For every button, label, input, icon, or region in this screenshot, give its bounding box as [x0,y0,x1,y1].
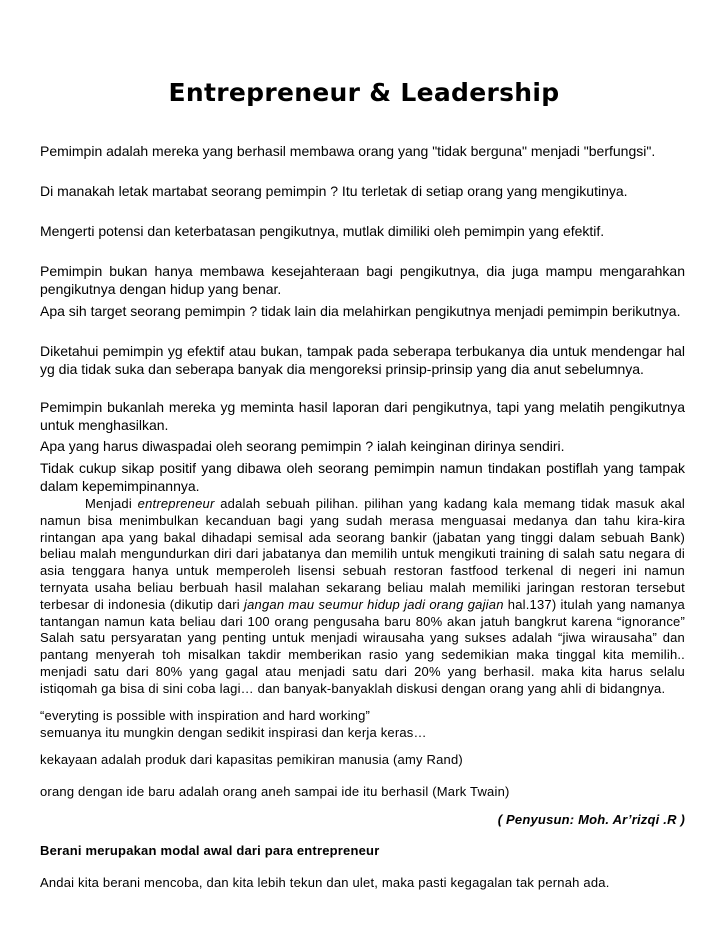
story-text-1: Menjadi [85,496,138,511]
quote-english: “everyting is possible with inspiration and hard working” [40,708,371,723]
closing-paragraph: Andai kita berani mencoba, dan kita lebih tekun dan ulet, maka pasti kegagalan tak pernah ada. [40,875,610,890]
story-paragraph [40,496,685,698]
quote-indonesian: semuanya itu mungkin dengan sedikit inspirasi dan kerja keras… [40,725,427,740]
paragraph-6: Diketahui pemimpin yg efektif atau bukan, tampak pada seberapa terbukanya dia untuk mendengar hal yg dia tidak suka dan seberapa banyak dia mengoreksi prinsip-prinsip yang dia anut sebelumnya. [40,343,685,377]
story-text-2: adalah sebuah pilihan. pilihan yang kadang kala memang tidak masuk akal namun bisa menimbulkan kecanduan bagi yang sudah merasa menguasai medanya dan tahu kira-kira rintangan apa yang bakal dihadapi semisal ada seorang bankir (jabatan yang tinggi dalam sebuah Bank) beliau malah mengundurkan diri dari jabatanya dan memilih untuk mengikuti training di salah satu negara di asia tenggara hanya untuk memperoleh lisensi sebuah restoran fastfood terkenal di negeri ini namun ternyata usaha beliau berbuah hasil malahan sekarang beliau malah memiliki jaringan restoran tersebut terbesar di indonesia (dikutip dari [40,496,685,612]
story-italic-2: jangan mau seumur hidup jadi orang gajian [244,596,504,612]
paragraph-9: Tidak cukup sikap positif yang dibawa oleh seorang pemimpin namun tindakan postiflah yang tampak dalam kepemimpinannya. [40,460,685,494]
paragraph-4: Pemimpin bukan hanya membawa kesejahteraan bagi pengikutnya, dia juga mampu mengarahkan pengikutnya dengan hidup yang benar. [40,263,685,297]
paragraph-7: Pemimpin bukanlah mereka yg meminta hasil laporan dari pengikutnya, tapi yang melatih pengikutnya untuk menghasilkan. [40,399,685,433]
author-credit: ( Penyusun: Moh. Ar’rizqi .R ) [497,812,685,827]
story-italic-1: entrepreneur [137,496,215,511]
paragraph-1: Pemimpin adalah mereka yang berhasil membawa orang yang "tidak berguna" menjadi "berfungsi". [40,143,656,159]
paragraph-5: Apa sih target seorang pemimpin ? tidak lain dia melahirkan pengikutnya menjadi pemimpin berikutnya. [40,303,681,319]
paragraph-8: Apa yang harus diwaspadai oleh seorang pemimpin ? ialah keinginan dirinya sendiri. [40,438,565,454]
paragraph-3: Mengerti potensi dan keterbatasan pengikutnya, mutlak dimiliki oleh pemimpin yang efektif. [40,223,605,239]
paragraph-2: Di manakah letak martabat seorang pemimpin ? Itu terletak di setiap orang yang mengikutinya. [40,183,628,199]
page-title: Entrepreneur & Leadership [168,78,560,107]
section-heading: Berani merupakan modal awal dari para entrepreneur [40,843,380,858]
story-text-3: hal.137) itulah yang namanya tantangan namun kata beliau dari 100 orang pengusaha baru 80% akan jatuh bangkrut karena “ignorance” Salah satu persyaratan yang penting untuk menjadi wirausaha yang sukses adalah “jiwa wirausaha” dan pantang menyerah toh misalkan takdir memberikan rasio yang sedemikian maka tinggal kita memilih.. menjadi satu dari 80% yang gagal atau menjadi satu dari 20% yang berhasil. maka kita harus selalu istiqomah ga bisa di sini coba lagi… dan banyak-banyaklah diskusi dengan orang yang ahli di bidangnya. [40,596,685,696]
quote-mark-twain: orang dengan ide baru adalah orang aneh sampai ide itu berhasil (Mark Twain) [40,784,510,799]
quote-amy-rand: kekayaan adalah produk dari kapasitas pemikiran manusia (amy Rand) [40,752,463,767]
